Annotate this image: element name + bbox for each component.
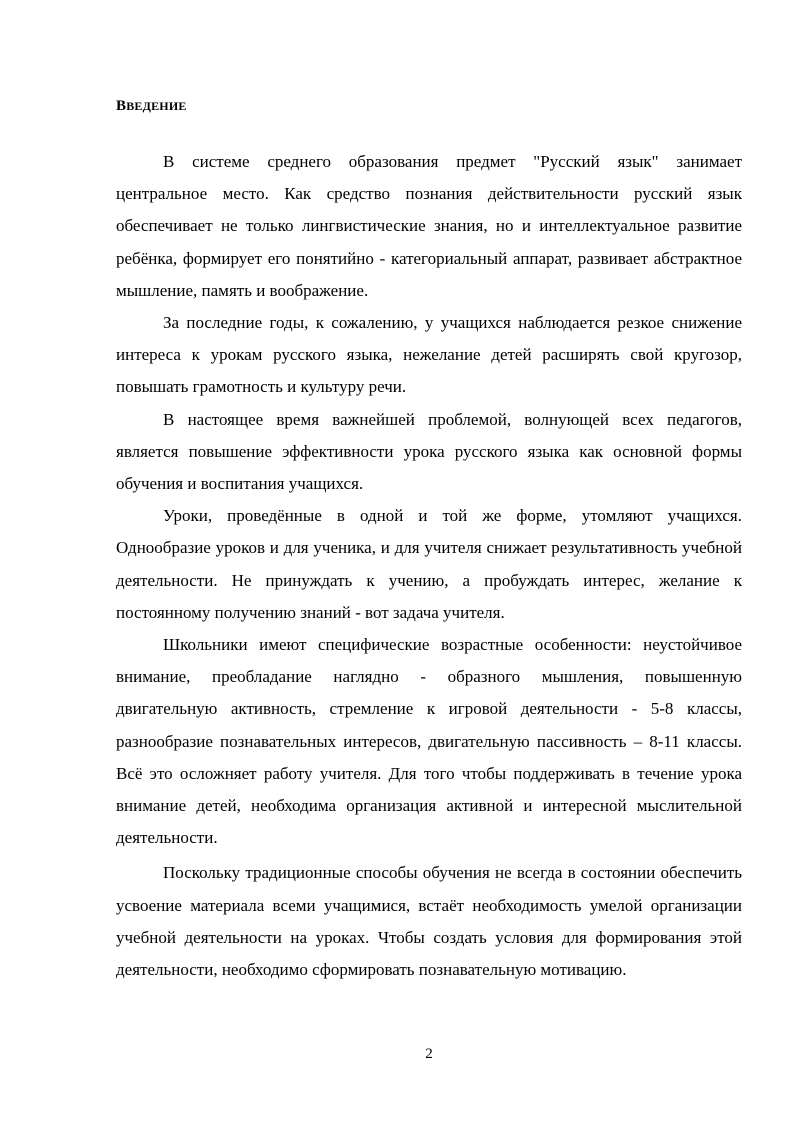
section-heading: [116, 98, 187, 115]
paragraph-6: Поскольку традиционные способы обучения не всегда в состоянии обеспечить усвоение материала всеми учащимися, встаёт необходимость умелой организации учебной деятельности на уроках. Чтобы создать условия для формирования этой деятельности, необходимо сформировать познавательную мотивацию.: [116, 863, 742, 980]
heading-initial: В: [116, 98, 127, 114]
paragraph-3: В настоящее время важнейшей проблемой, волнующей всех педагогов, является повышение эффективности урока русского языка как основной формы обучения и воспитания учащихся.: [116, 409, 742, 494]
paragraph-4: Уроки, проведённые в одной и той же форме, утомляют учащихся. Однообразие уроков и для ученика, и для учителя снижает результативность учебной деятельности. Не принуждать к учению, а пробуждать интерес, желание к постоянному получению знаний - вот задача учителя.: [116, 506, 742, 622]
paragraph-5: Школьники имеют специфические возрастные особенности: неустойчивое внимание, преобладание наглядно - образного мышления, повышенную двигательную активность, стремление к игровой деятельности - 5-8 классы, разнообразие познавательных интересов, двигательную пассивность – 8-11 классы. Всё это осложняет работу учителя. Для того чтобы поддерживать в течение урока внимание детей, необходима организация активной и интересной мыслительной деятельности.: [116, 635, 742, 848]
paragraph-1: В системе среднего образования предмет "Русский язык" занимает центральное место. Как средство познания действительности русский язык обеспечивает не только лингвистические знания, но и интеллектуальное развитие ребёнка, формирует его понятийно - категориальный аппарат, развивает абстрактное мышление, память и воображение.: [116, 152, 742, 300]
heading-rest: ВЕДЕНИЕ: [126, 99, 187, 113]
body-text: [116, 146, 742, 986]
paragraph-2: За последние годы, к сожалению, у учащихся наблюдается резкое снижение интереса к урокам русского языка, нежелание детей расширять свой кругозор, повышать грамотность и культуру речи.: [116, 313, 742, 397]
page-number: 2: [425, 1046, 433, 1062]
